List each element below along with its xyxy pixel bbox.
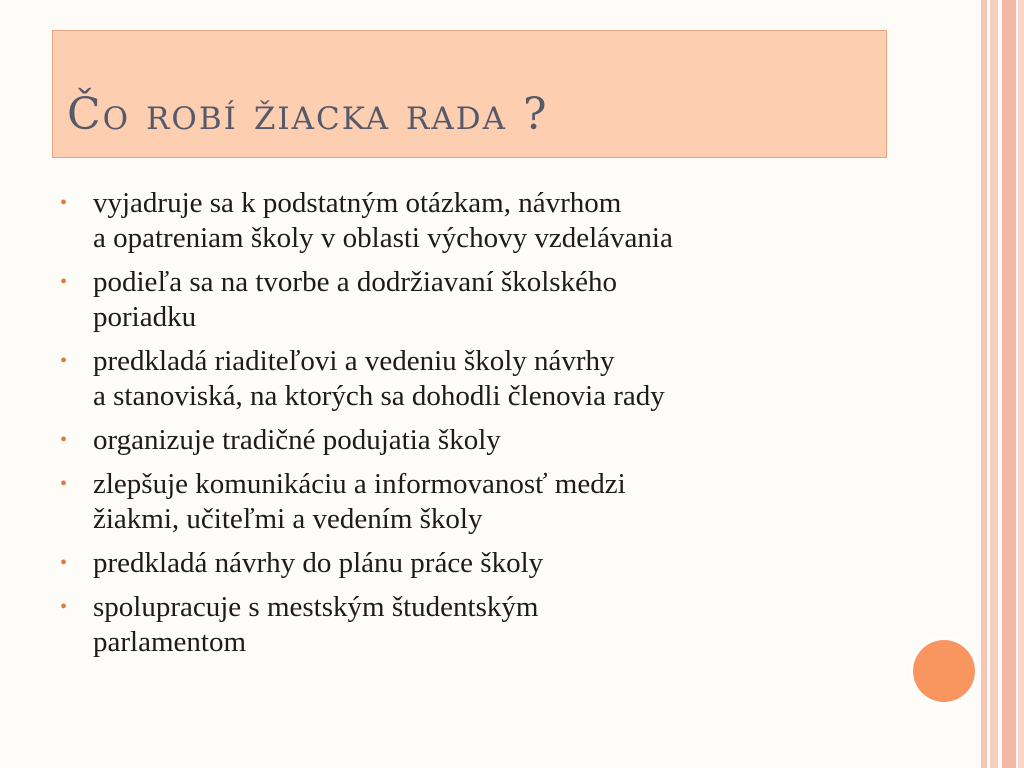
bullet-text: a opatreniam školy v oblasti výchovy vzdelávania	[93, 222, 673, 254]
bullet-icon: •	[60, 596, 68, 618]
list-item	[60, 265, 920, 335]
slide-title: Čo robí žiacka rada ?	[67, 89, 549, 140]
list-item	[60, 344, 920, 414]
bullet-text: vyjadruje sa k podstatným otázkam, návrhom	[93, 187, 622, 219]
decor-stripe	[990, 0, 998, 768]
decor-stripe	[1002, 0, 1016, 768]
bullet-list	[60, 186, 920, 669]
bullet-text: parlamentom	[93, 626, 247, 658]
bullet-icon: •	[60, 552, 68, 574]
title-box	[52, 30, 887, 158]
bullet-icon: •	[60, 429, 68, 451]
bullet-text: a stanoviská, na ktorých sa dohodli členovia rady	[93, 380, 665, 412]
bullet-text: predkladá riaditeľovi a vedeniu školy návrhy	[93, 345, 615, 377]
bullet-icon: •	[60, 473, 68, 495]
bullet-text: predkladá návrhy do plánu práce školy	[93, 547, 544, 579]
bullet-icon: •	[60, 350, 68, 372]
bullet-icon: •	[60, 192, 68, 214]
list-item	[60, 186, 920, 256]
decor-stripe	[981, 0, 987, 768]
list-item	[60, 467, 920, 537]
list-item	[60, 423, 920, 458]
list-item	[60, 546, 920, 581]
decor-stripe	[1018, 0, 1024, 768]
decor-circle	[913, 640, 975, 702]
bullet-text: spolupracuje s mestským študentským	[93, 591, 539, 623]
bullet-text: organizuje tradičné podujatia školy	[93, 424, 501, 456]
list-item	[60, 590, 920, 660]
bullet-text: žiakmi, učiteľmi a vedením školy	[93, 503, 483, 535]
bullet-text: zlepšuje komunikáciu a informovanosť medzi	[93, 468, 626, 500]
bullet-icon: •	[60, 271, 68, 293]
bullet-text: poriadku	[93, 301, 197, 333]
bullet-text: podieľa sa na tvorbe a dodržiavaní školského	[93, 266, 617, 298]
